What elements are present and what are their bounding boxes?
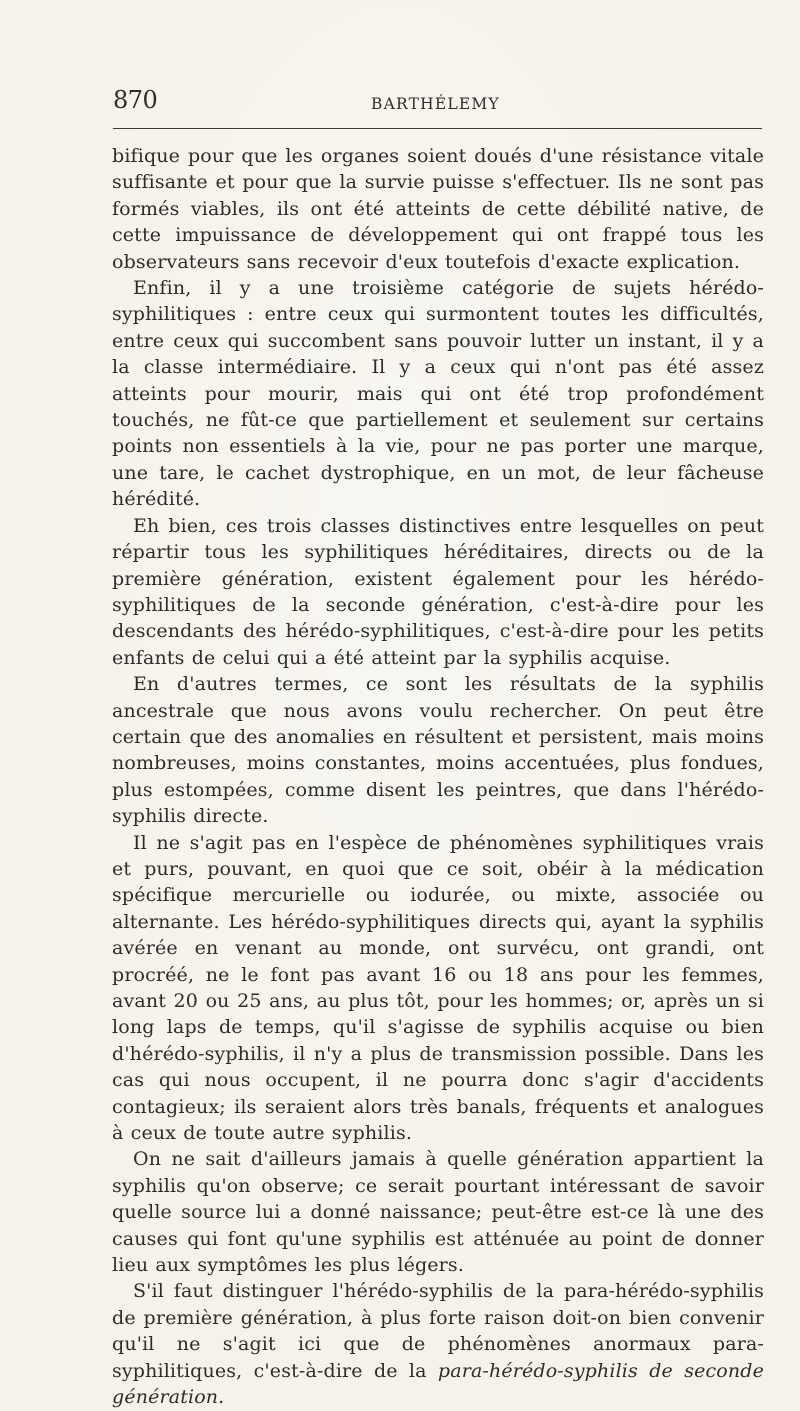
paragraph-1: bifique pour que les organes soient doués d'une résistance vitale suffisante et pour que la survie puisse s'effectuer. Ils ne sont pas formés viables, ils ont été atteints de cette débilité native, de cette impuissance de développement qui ont frappé tous les observateurs sans recevoir d'eux toutefois d'exacte explication. [112, 145, 764, 273]
paragraph-2: Enfin, il y a une troisième catégorie de sujets hérédo-syphilitiques : entre ceux qui surmontent toutes les difficultés, entre ceux qui succombent sans pouvoir lutter un instant, il y a la classe intermédiaire. Il y a ceux qui n'ont pas été assez atteints pour mourir, mais qui ont été trop profondément touchés, ne fût-ce que partiellement et seulement sur certains points non essentiels à la vie, pour ne pas porter une marque, une tare, le cachet dystrophique, en un mot, de leur fâcheuse hérédité. [112, 277, 764, 511]
page-header [113, 86, 761, 122]
paragraph-7 [112, 1278, 764, 1410]
page-number: 870 [113, 86, 158, 114]
paragraph-6: On ne sait d'ailleurs jamais à quelle génération appartient la syphilis qu'on observe; ce serait pourtant intéressant de savoir quelle source lui a donné naissance; peut-être est-ce là une des causes qui font qu'une syphilis est atténuée au point de donner lieu aux symptômes les plus légers. [112, 1148, 764, 1277]
paragraph-7-italic: para-hérédo-syphilis de seconde génération. [112, 1359, 764, 1409]
paragraph-7-text: S'il faut distinguer l'hérédo-syphilis de la para-hérédo-syphilis de première génération, à plus forte raison doit-on bien convenir qu'il ne s'agit ici que de phénomènes anormaux para-syphilitiques, c'est-à-dire de la [112, 1280, 764, 1382]
body-text [112, 143, 764, 1411]
header-rule [113, 128, 762, 129]
paragraph-3: Eh bien, ces trois classes distinctives entre lesquelles on peut répartir tous les syphilitiques héréditaires, directs ou de la première génération, existent également pour les hérédo-syphilitiques de la seconde génération, c'est-à-dire pour les descendants des hérédo-syphilitiques, c'est-à-dire pour les petits enfants de celui qui a été atteint par la syphilis acquise. [112, 514, 764, 669]
running-title: BARTHÉLEMY [371, 95, 500, 113]
paragraph-5: Il ne s'agit pas en l'espèce de phénomènes syphilitiques vrais et purs, pouvant, en quoi que ce soit, obéir à la médication spécifique mercurielle ou iodurée, ou mixte, associée ou alternante. Les hérédo-syphilitiques directs qui, ayant la syphilis avérée en venant au monde, ont survécu, ont grandi, ont procréé, ne le font pas avant 16 ou 18 ans pour les femmes, avant 20 ou 25 ans, au plus tôt, pour les hommes; or, après un si long laps de temps, qu'il s'agisse de syphilis acquise ou bien d'hérédo-syphilis, il n'y a plus de transmission possible. Dans les cas qui nous occupent, il ne pourra donc s'agir d'accidents contagieux; ils seraient alors très banals, fréquents et analogues à ceux de toute autre syphilis. [112, 831, 764, 1145]
paragraph-4: En d'autres termes, ce sont les résultats de la syphilis ancestrale que nous avons voulu rechercher. On peut être certain que des anomalies en résultent et persistent, mais moins nombreuses, moins constantes, moins accentuées, plus fondues, plus estompées, comme disent les peintres, que dans l'hérédo-syphilis directe. [112, 673, 764, 828]
